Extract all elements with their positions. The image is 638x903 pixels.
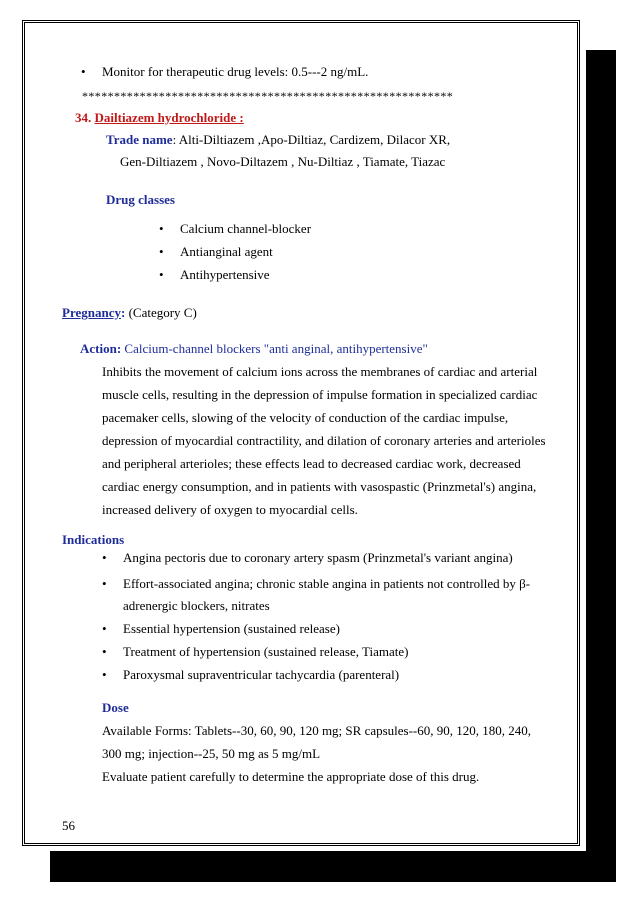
indication-item: • Angina pectoris due to coronary artery spasm (Prinzmetal's variant angina) [123,550,513,566]
action-text-line: cardiac energy consumption, and in patients with vasospastic (Prinzmetal's) angina, [102,479,537,494]
pregnancy-label: Pregnancy [62,305,121,320]
action-text-line: Inhibits the movement of calcium ions across the membranes of cardiac and arterial [102,364,538,379]
trade-name-values-1: : Alti-Diltiazem ,Apo-Diltiaz, Cardizem, Dilacor XR, [172,132,451,147]
drug-classes-title: Drug classes [106,192,175,207]
action-text-line: increased delivery of oxygen to myocardial cells. [102,502,358,517]
drug-name: Dailtiazem hydrochloride : [94,110,244,125]
dose-line: Available Forms: Tablets--30, 60, 90, 120 mg; SR capsules--60, 90, 120, 180, 240, [102,723,532,738]
indications-title: Indications [62,532,125,547]
dose-line: Evaluate patient carefully to determine the appropriate dose of this drug. [102,769,480,784]
trade-name-line2: Gen-Diltiazem , Novo-Diltazem , Nu-Diltiaz , Tiamate, Tiazac [120,154,446,169]
page-number: 56 [62,818,75,833]
trade-name-line1 [106,132,450,148]
trade-name-label: Trade name [106,132,173,147]
pregnancy-line [62,305,197,321]
pregnancy-colon: : [120,305,126,320]
page-shadow-bottom [50,851,616,882]
drug-number: 34. [75,110,92,125]
dose-line: 300 mg; injection--25, 50 mg as 5 mg/mL [102,746,321,761]
page-shadow-right [586,50,616,882]
drug-class-item: • Calcium channel-blocker [180,221,311,237]
dose-title: Dose [102,700,129,715]
indication-item: • Treatment of hypertension (sustained release, Tiamate) [123,644,408,660]
action-text-line: muscle cells, resulting in the depression of impulse formation in specialized cardiac [102,387,538,402]
monitor-text: Monitor for therapeutic drug levels: 0.5---2 ng/mL. [102,64,369,79]
action-summary: Calcium-channel blockers "anti anginal, antihypertensive" [121,341,428,356]
indication-item: • Paroxysmal supraventricular tachycardia (parenteral) [123,667,399,683]
separator-stars: ********************************************************** [82,89,454,103]
drug-class-item: • Antianginal agent [180,244,273,260]
monitor-bullet [102,64,368,80]
drug-class-item: • Antihypertensive [180,267,270,283]
indication-item: • Effort-associated angina; chronic stable angina in patients not controlled by β- [123,576,530,592]
action-text-line: pacemaker cells, slowing of the velocity of conduction of the cardiac impulse, [102,410,509,425]
action-line [80,341,428,357]
drug-heading [75,110,244,126]
action-label: Action: [80,341,122,356]
pregnancy-value: (Category C) [125,305,197,320]
action-text-line: depression of myocardial contractility, and dilation of coronary arteries and arterioles [102,433,546,448]
indication-item: • Essential hypertension (sustained release) [123,621,340,637]
action-text-line: and peripheral arterioles; these effects lead to decreased cardiac work, decreased [102,456,521,471]
indication-item-continuation: adrenergic blockers, nitrates [123,598,270,613]
